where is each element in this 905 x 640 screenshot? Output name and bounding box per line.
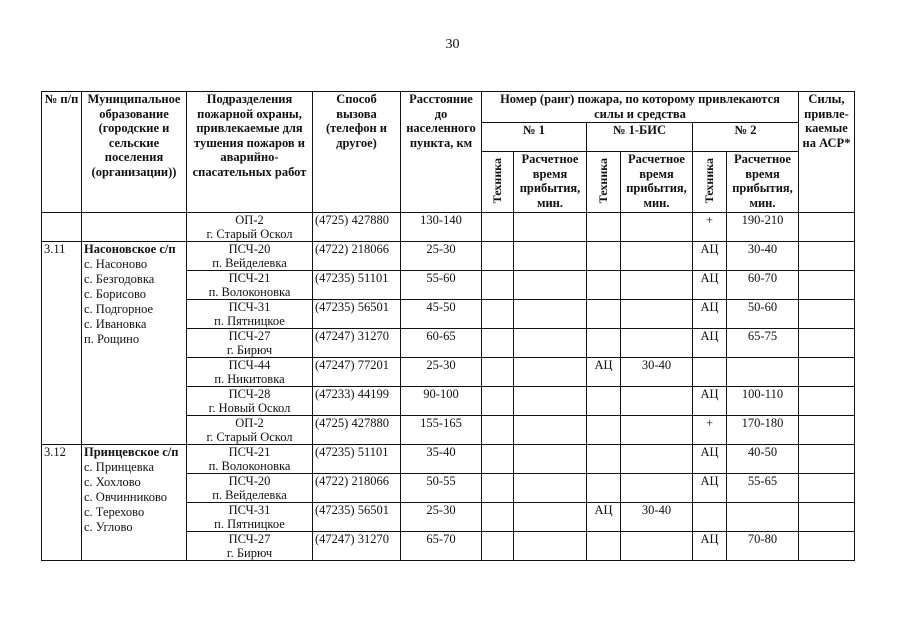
arrival-1bis-cell bbox=[621, 300, 693, 329]
technique-1bis-cell: АЦ bbox=[587, 503, 621, 532]
unit-place: г. Бирюч bbox=[226, 546, 273, 560]
header-arrival-1bis: Расчетное время прибытия, мин. bbox=[621, 152, 693, 213]
technique-1bis-cell bbox=[587, 532, 621, 561]
arrival-2-cell bbox=[727, 503, 799, 532]
settlement: с. Ивановка bbox=[84, 317, 147, 331]
arrival-1-cell bbox=[514, 416, 587, 445]
distance-cell: 155-165 bbox=[401, 416, 482, 445]
technique-1bis-cell bbox=[587, 474, 621, 503]
row-number: 3.11 bbox=[42, 242, 82, 445]
arrival-1bis-cell bbox=[621, 532, 693, 561]
header-arrival-2: Расчетное время прибытия, мин. bbox=[727, 152, 799, 213]
arrival-1-cell bbox=[514, 213, 587, 242]
technique-1-cell bbox=[482, 474, 514, 503]
distance-cell: 45-50 bbox=[401, 300, 482, 329]
unit-name: ОП-2 bbox=[235, 416, 264, 430]
technique-1-cell bbox=[482, 300, 514, 329]
municipality-cell bbox=[82, 242, 187, 445]
technique-1-cell bbox=[482, 271, 514, 300]
technique-2-cell: АЦ bbox=[693, 300, 727, 329]
asr-cell bbox=[799, 416, 855, 445]
distance-cell: 90-100 bbox=[401, 387, 482, 416]
settlement: с. Терехово bbox=[84, 505, 145, 519]
phone-cell: (47235) 56501 bbox=[313, 300, 401, 329]
asr-cell bbox=[799, 358, 855, 387]
arrival-1-cell bbox=[514, 532, 587, 561]
arrival-2-cell: 60-70 bbox=[727, 271, 799, 300]
arrival-1bis-cell bbox=[621, 213, 693, 242]
phone-cell: (47235) 51101 bbox=[313, 445, 401, 474]
header-arrival-1: Расчетное время прибытия, мин. bbox=[514, 152, 587, 213]
technique-1bis-cell bbox=[587, 445, 621, 474]
unit-name: ПСЧ-27 bbox=[228, 329, 271, 343]
header-technique-1bis: Техника bbox=[596, 157, 611, 203]
technique-2-cell: АЦ bbox=[693, 532, 727, 561]
phone-cell: (47247) 77201 bbox=[313, 358, 401, 387]
technique-1-cell bbox=[482, 213, 514, 242]
arrival-2-cell: 100-110 bbox=[727, 387, 799, 416]
asr-cell bbox=[799, 213, 855, 242]
technique-2-cell: АЦ bbox=[693, 271, 727, 300]
header-rank-1: № 1 bbox=[482, 123, 587, 152]
asr-cell bbox=[799, 387, 855, 416]
technique-1-cell bbox=[482, 358, 514, 387]
unit-place: г. Старый Оскол bbox=[206, 430, 293, 444]
table-row bbox=[42, 445, 855, 474]
arrival-1-cell bbox=[514, 503, 587, 532]
settlement: с. Хохлово bbox=[84, 475, 141, 489]
technique-1bis-cell: АЦ bbox=[587, 358, 621, 387]
unit-name: ПСЧ-27 bbox=[228, 532, 271, 546]
unit-place: г. Новый Оскол bbox=[208, 401, 291, 415]
asr-cell bbox=[799, 503, 855, 532]
technique-1-cell bbox=[482, 445, 514, 474]
header-units: Подразделения пожарной охраны, привлекаемые для тушения пожаров и аварийно-спасательных работ bbox=[187, 92, 313, 213]
asr-cell bbox=[799, 445, 855, 474]
unit-place: п. Пятницкое bbox=[214, 517, 285, 531]
phone-cell: (4725) 427880 bbox=[313, 213, 401, 242]
asr-cell bbox=[799, 271, 855, 300]
unit-place: г. Старый Оскол bbox=[206, 227, 293, 241]
phone-cell: (47235) 56501 bbox=[313, 503, 401, 532]
asr-cell bbox=[799, 300, 855, 329]
arrival-1bis-cell: 30-40 bbox=[621, 358, 693, 387]
settlement: с. Подгорное bbox=[84, 302, 154, 316]
header-distance: Расстояние до населенного пункта, км bbox=[401, 92, 482, 213]
arrival-1-cell bbox=[514, 358, 587, 387]
settlement: с. Безгодовка bbox=[84, 272, 155, 286]
unit-place: п. Никитовка bbox=[214, 372, 285, 386]
technique-2-cell: АЦ bbox=[693, 242, 727, 271]
unit-name: ПСЧ-28 bbox=[228, 387, 271, 401]
arrival-1-cell bbox=[514, 445, 587, 474]
arrival-1-cell bbox=[514, 242, 587, 271]
distance-cell: 50-55 bbox=[401, 474, 482, 503]
technique-1-cell bbox=[482, 387, 514, 416]
unit-place: п. Пятницкое bbox=[214, 314, 285, 328]
municipality-title: Принцевское с/п bbox=[84, 445, 179, 459]
unit-place: п. Вейделевка bbox=[212, 488, 287, 502]
settlement: с. Овчинниково bbox=[84, 490, 168, 504]
unit-name: ПСЧ-31 bbox=[228, 300, 271, 314]
settlement: с. Углово bbox=[84, 520, 133, 534]
technique-2-cell: + bbox=[693, 416, 727, 445]
header-num: № п/п bbox=[42, 92, 82, 213]
technique-1bis-cell bbox=[587, 387, 621, 416]
distance-cell: 25-30 bbox=[401, 242, 482, 271]
arrival-1bis-cell bbox=[621, 387, 693, 416]
table-body bbox=[42, 213, 855, 561]
technique-1-cell bbox=[482, 329, 514, 358]
unit-name: ПСЧ-21 bbox=[228, 271, 271, 285]
settlement: с. Принцевка bbox=[84, 460, 155, 474]
header-rank-1bis: № 1-БИС bbox=[587, 123, 693, 152]
distance-cell: 60-65 bbox=[401, 329, 482, 358]
arrival-2-cell: 30-40 bbox=[727, 242, 799, 271]
arrival-1bis-cell bbox=[621, 329, 693, 358]
technique-1bis-cell bbox=[587, 242, 621, 271]
phone-cell: (47233) 44199 bbox=[313, 387, 401, 416]
technique-2-cell: АЦ bbox=[693, 474, 727, 503]
distance-cell: 65-70 bbox=[401, 532, 482, 561]
technique-1bis-cell bbox=[587, 329, 621, 358]
unit-place: п. Волоконовка bbox=[208, 459, 291, 473]
asr-cell bbox=[799, 329, 855, 358]
unit-name: ПСЧ-31 bbox=[228, 503, 271, 517]
unit-place: п. Вейделевка bbox=[212, 256, 287, 270]
settlement: с. Борисово bbox=[84, 287, 147, 301]
phone-cell: (47247) 31270 bbox=[313, 329, 401, 358]
municipality-cell bbox=[82, 445, 187, 561]
unit-name: ПСЧ-44 bbox=[228, 358, 271, 372]
phone-cell: (4725) 427880 bbox=[313, 416, 401, 445]
asr-cell bbox=[799, 242, 855, 271]
arrival-1bis-cell bbox=[621, 271, 693, 300]
unit-name: ПСЧ-20 bbox=[228, 474, 271, 488]
unit-place: г. Бирюч bbox=[226, 343, 273, 357]
phone-cell: (4722) 218066 bbox=[313, 474, 401, 503]
technique-1bis-cell bbox=[587, 300, 621, 329]
technique-2-cell: АЦ bbox=[693, 445, 727, 474]
arrival-2-cell: 50-60 bbox=[727, 300, 799, 329]
header-call-method: Способ вызова (телефон и другое) bbox=[313, 92, 401, 213]
phone-cell: (4722) 218066 bbox=[313, 242, 401, 271]
phone-cell: (47247) 31270 bbox=[313, 532, 401, 561]
settlement: п. Рощино bbox=[84, 332, 140, 346]
table-row bbox=[42, 213, 855, 242]
technique-2-cell bbox=[693, 503, 727, 532]
technique-1bis-cell bbox=[587, 416, 621, 445]
header-rank-2: № 2 bbox=[693, 123, 799, 152]
technique-2-cell bbox=[693, 358, 727, 387]
distance-cell: 25-30 bbox=[401, 358, 482, 387]
arrival-1-cell bbox=[514, 474, 587, 503]
arrival-1bis-cell bbox=[621, 474, 693, 503]
row-number: 3.12 bbox=[42, 445, 82, 561]
header-forces-asr: Силы, привле-каемые на АСР* bbox=[799, 92, 855, 213]
technique-1bis-cell bbox=[587, 271, 621, 300]
distance-cell: 55-60 bbox=[401, 271, 482, 300]
arrival-2-cell: 55-65 bbox=[727, 474, 799, 503]
arrival-1-cell bbox=[514, 329, 587, 358]
header-municipality: Муниципальное образование (городские и сельские поселения (организации)) bbox=[82, 92, 187, 213]
arrival-2-cell: 65-75 bbox=[727, 329, 799, 358]
technique-1-cell bbox=[482, 242, 514, 271]
technique-2-cell: АЦ bbox=[693, 329, 727, 358]
distance-cell: 130-140 bbox=[401, 213, 482, 242]
municipality-title: Насоновское с/п bbox=[84, 242, 176, 256]
header-technique-1: Техника bbox=[490, 157, 505, 203]
unit-place: п. Волоконовка bbox=[208, 285, 291, 299]
arrival-1bis-cell bbox=[621, 242, 693, 271]
technique-1-cell bbox=[482, 532, 514, 561]
arrival-2-cell: 190-210 bbox=[727, 213, 799, 242]
header-technique-2: Техника bbox=[702, 157, 717, 203]
arrival-1bis-cell bbox=[621, 416, 693, 445]
arrival-1-cell bbox=[514, 271, 587, 300]
table-row bbox=[42, 242, 855, 271]
arrival-1-cell bbox=[514, 300, 587, 329]
header-fire-number: Номер (ранг) пожара, по которому привлекаются силы и средства bbox=[482, 92, 799, 123]
page-number: 30 bbox=[445, 37, 460, 52]
technique-1-cell bbox=[482, 503, 514, 532]
technique-1bis-cell bbox=[587, 213, 621, 242]
fire-forces-table bbox=[41, 91, 855, 561]
technique-2-cell: АЦ bbox=[693, 387, 727, 416]
arrival-2-cell bbox=[727, 358, 799, 387]
asr-cell bbox=[799, 474, 855, 503]
phone-cell: (47235) 51101 bbox=[313, 271, 401, 300]
arrival-1bis-cell: 30-40 bbox=[621, 503, 693, 532]
asr-cell bbox=[799, 532, 855, 561]
technique-1-cell bbox=[482, 416, 514, 445]
arrival-1bis-cell bbox=[621, 445, 693, 474]
arrival-2-cell: 70-80 bbox=[727, 532, 799, 561]
arrival-2-cell: 170-180 bbox=[727, 416, 799, 445]
unit-name: ПСЧ-20 bbox=[228, 242, 271, 256]
arrival-1-cell bbox=[514, 387, 587, 416]
unit-name: ПСЧ-21 bbox=[228, 445, 271, 459]
technique-2-cell: + bbox=[693, 213, 727, 242]
settlement: с. Насоново bbox=[84, 257, 148, 271]
arrival-2-cell: 40-50 bbox=[727, 445, 799, 474]
unit-name: ОП-2 bbox=[235, 213, 264, 227]
distance-cell: 35-40 bbox=[401, 445, 482, 474]
distance-cell: 25-30 bbox=[401, 503, 482, 532]
